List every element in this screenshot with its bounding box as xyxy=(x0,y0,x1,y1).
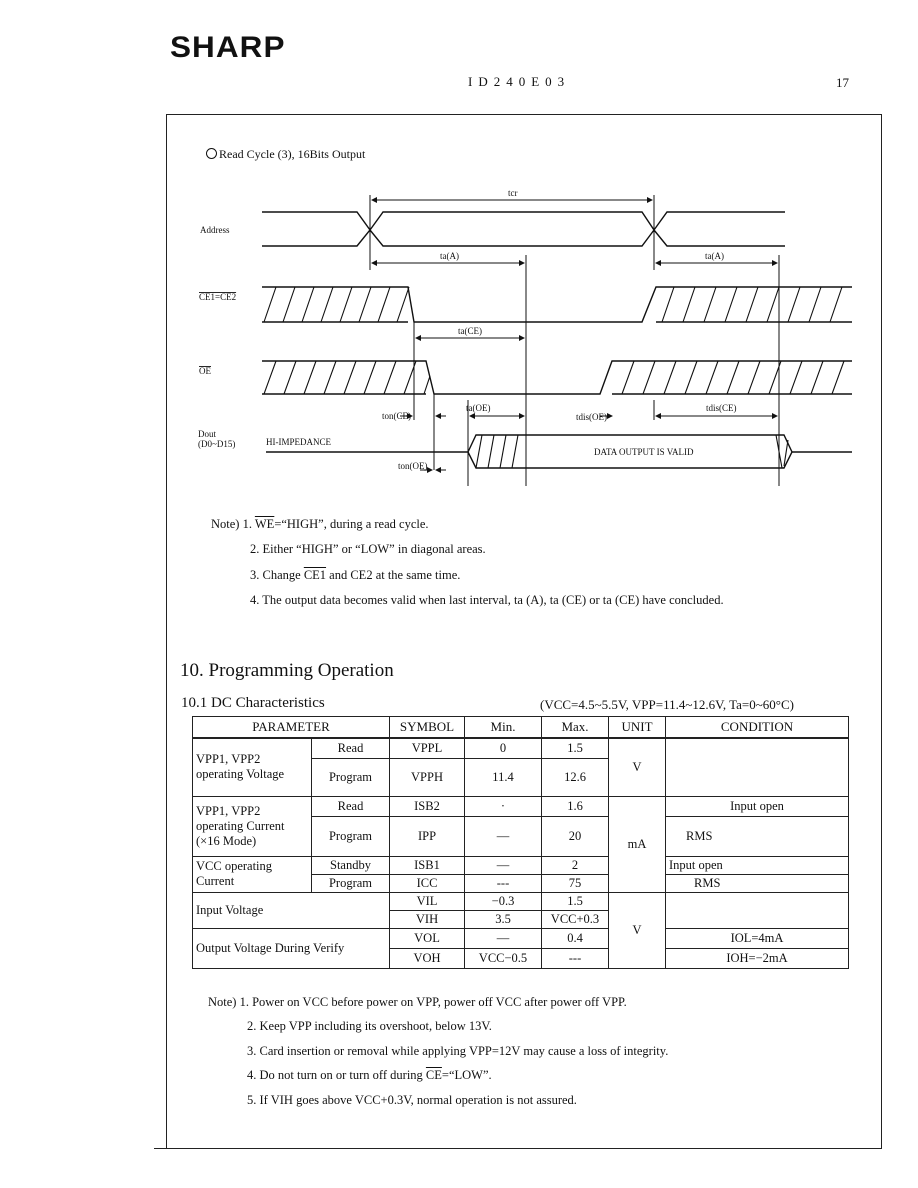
header-max: Max. xyxy=(542,717,609,739)
data-valid-label: DATA OUTPUT IS VALID xyxy=(594,447,694,457)
signal-address-label: Address xyxy=(200,225,230,235)
label-ta-ce: ta(CE) xyxy=(458,326,482,336)
sharp-logo: SHARP xyxy=(170,31,286,64)
param-output-voltage: Output Voltage During Verify xyxy=(193,928,390,968)
param-vpp-voltage: VPP1, VPP2 operating Voltage xyxy=(193,738,312,796)
label-ta-a: ta(A) xyxy=(440,251,459,261)
label-ton-oe: ton(OE) xyxy=(398,461,428,471)
frame-bottom-rule xyxy=(154,1148,882,1149)
note2-item: 3. Card insertion or removal while applying VPP=12V may cause a loss of integrity. xyxy=(247,1044,669,1058)
signal-oe-label: OE xyxy=(199,366,211,376)
header-parameter: PARAMETER xyxy=(193,717,390,739)
label-ton-ce: ton(CE) xyxy=(382,411,411,421)
label-ta-oe: ta(OE) xyxy=(466,403,491,413)
label-ta-a2: ta(A) xyxy=(705,251,724,261)
hi-impedance-label: HI-IMPEDANCE xyxy=(266,437,331,447)
document-id: ID240E03 xyxy=(468,74,571,89)
label-tdis-ce: tdis(CE) xyxy=(706,403,737,413)
note2-item: Note) 1. Power on VCC before power on VPP, power off VCC after power off VPP. xyxy=(208,995,627,1009)
dc-characteristics-table: PARAMETER SYMBOL Min. Max. UNIT CONDITION VPP1, VPP2 operating Voltage Read VPPL 0 1.5 V Program VPPH 11.4 12.6 VPP1, VPP2 operating Current (×16 Mode) Read ISB2 · 1.6 mA Input open Program IPP — 20 RMS VCC operating Current Standby ISB1 — 2 Input open Program ICC --- 75 RMS Input Voltage VIL −0.3 1.5 V VIH 3.5 VCC+0.3 Output Voltage During Verify VOL — 0.4 IOL=4mA VOH VCC−0.5 --- IOH=−2mA xyxy=(192,716,849,969)
param-vpp-current: VPP1, VPP2 operating Current (×16 Mode) xyxy=(193,796,312,856)
header-unit: UNIT xyxy=(609,717,666,739)
address-waveform-left xyxy=(262,212,370,246)
figure-title: Read Cycle (3), 16Bits Output xyxy=(206,147,365,162)
note1-item: Note) 1. $\overline{WE}=“HIGH$”, during a read cycle. xyxy=(211,517,429,531)
signal-ce-label: CE1=CE2 xyxy=(199,292,237,302)
header-min: Min. xyxy=(465,717,542,739)
timing-diagram xyxy=(0,0,918,520)
address-waveform-mid xyxy=(370,212,654,246)
label-tcr: tcr xyxy=(508,188,518,198)
note1-item: 4. The output data becomes valid when last interval, ta (A), ta (CE) or ta (CE) have concluded. xyxy=(250,593,724,607)
header-condition: CONDITION xyxy=(666,717,849,739)
note1-item: 3. Change CE1 and CE2 at the same time. xyxy=(250,568,461,582)
param-input-voltage: Input Voltage xyxy=(193,892,390,928)
note2-item: 5. If VIH goes above VCC+0.3V, normal operation is not assured. xyxy=(247,1093,577,1107)
note1-item: 2. Either “HIGH” or “LOW” in diagonal areas. xyxy=(250,542,486,556)
signal-dout-bits-label: (D0~D15) xyxy=(198,439,236,449)
subsection-title: 10.1 DC Characteristics xyxy=(181,695,325,711)
section-title: 10. Programming Operation xyxy=(180,660,394,681)
param-vcc-current: VCC operating Current xyxy=(193,856,312,892)
header-symbol: SYMBOL xyxy=(390,717,465,739)
page-number: 17 xyxy=(836,75,849,90)
signal-dout-label: Dout xyxy=(198,429,216,439)
note2-item: 2. Keep VPP including its overshoot, below 13V. xyxy=(247,1019,492,1033)
label-tdis-oe: tdis(OE) xyxy=(576,412,607,422)
test-conditions: (VCC=4.5~5.5V, VPP=11.4~12.6V, Ta=0~60°C) xyxy=(540,697,794,712)
note2-item: 4. Do not turn on or turn off during $\overline{CE}=“LOW$”. xyxy=(247,1068,492,1082)
